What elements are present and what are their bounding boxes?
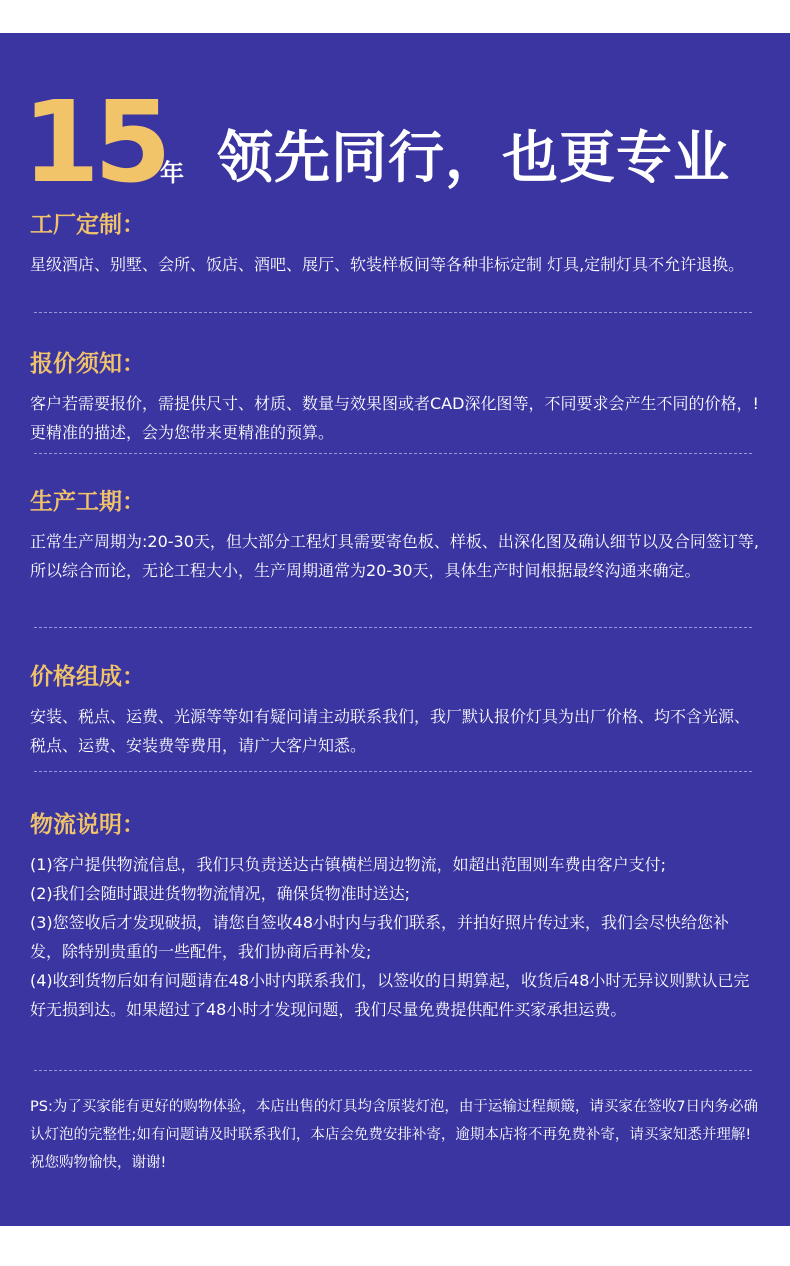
divider	[34, 312, 752, 313]
section-line: 星级酒店、别墅、会所、饭店、酒吧、展厅、软装样板间等各种非标定制 灯具,定制灯具不允许退换。	[30, 255, 745, 274]
hero-number: 15	[22, 78, 166, 208]
divider	[34, 453, 752, 454]
section-body	[30, 389, 760, 447]
section-body	[30, 527, 760, 585]
section-title: 工厂定制：	[30, 212, 145, 238]
section-line: (2)我们会随时跟进货物物流情况，确保货物准时送达;	[30, 884, 411, 903]
ps-note: PS:为了买家能有更好的购物体验，本店出售的灯具均含原装灯泡，由于运输过程颠簸，请买家在签收7日内务必确认灯泡的完整性;如有问题请及时联系我们，本店会免费安排补寄，逾期本店将不再免费补寄，请买家知悉并理解! 祝您购物愉快，谢谢!	[30, 1099, 759, 1171]
hero-slogan: 领先同行，也更专业	[217, 126, 730, 191]
section-production-time	[30, 487, 760, 585]
section-title: 报价须知：	[30, 351, 145, 377]
section-factory-custom	[30, 210, 760, 279]
section-body	[30, 702, 760, 760]
section-line: (4)收到货物后如有问题请在48小时内联系我们，以签收的日期算起，收货后48小时无异议则默认已完好无损到达。如果超过了48小时才发现问题，我们尽量免费提供配件买家承担运费。	[30, 971, 750, 1019]
section-title: 生产工期：	[30, 489, 145, 515]
section-body	[30, 850, 760, 1024]
divider	[34, 627, 752, 628]
section-logistics	[30, 810, 760, 1024]
divider	[34, 771, 752, 772]
section-line: 客户若需要报价，需提供尺寸、材质、数量与效果图或者CAD深化图等，不同要求会产生不同的价格，!更精准的描述，会为您带来更精准的预算。	[30, 394, 759, 442]
section-line: (1)客户提供物流信息，我们只负责送达古镇横栏周边物流，如超出范围则车费由客户支付;	[30, 855, 667, 874]
section-body	[30, 250, 760, 279]
section-title: 价格组成：	[30, 664, 145, 690]
section-line: 安装、税点、运费、光源等等如有疑问请主动联系我们，我厂默认报价灯具为出厂价格、均不含光源、税点、运费、安装费等费用，请广大客户知悉。	[30, 707, 751, 755]
section-line: 正常生产周期为:20-30天，但大部分工程灯具需要寄色板、样板、出深化图及确认细节以及合同签订等,所以综合而论，无论工程大小，生产周期通常为20-30天，具体生产时间根据最终沟通来确定。	[30, 532, 759, 580]
section-quote-notice	[30, 349, 760, 447]
section-line: (3)您签收后才发现破损，请您自签收48小时内与我们联系，并拍好照片传过来，我们会尽快给您补发，除特别贵重的一些配件，我们协商后再补发;	[30, 913, 730, 961]
section-price-composition	[30, 662, 760, 760]
divider	[34, 1070, 752, 1071]
hero-unit: 年	[160, 159, 184, 187]
section-title: 物流说明：	[30, 812, 145, 838]
